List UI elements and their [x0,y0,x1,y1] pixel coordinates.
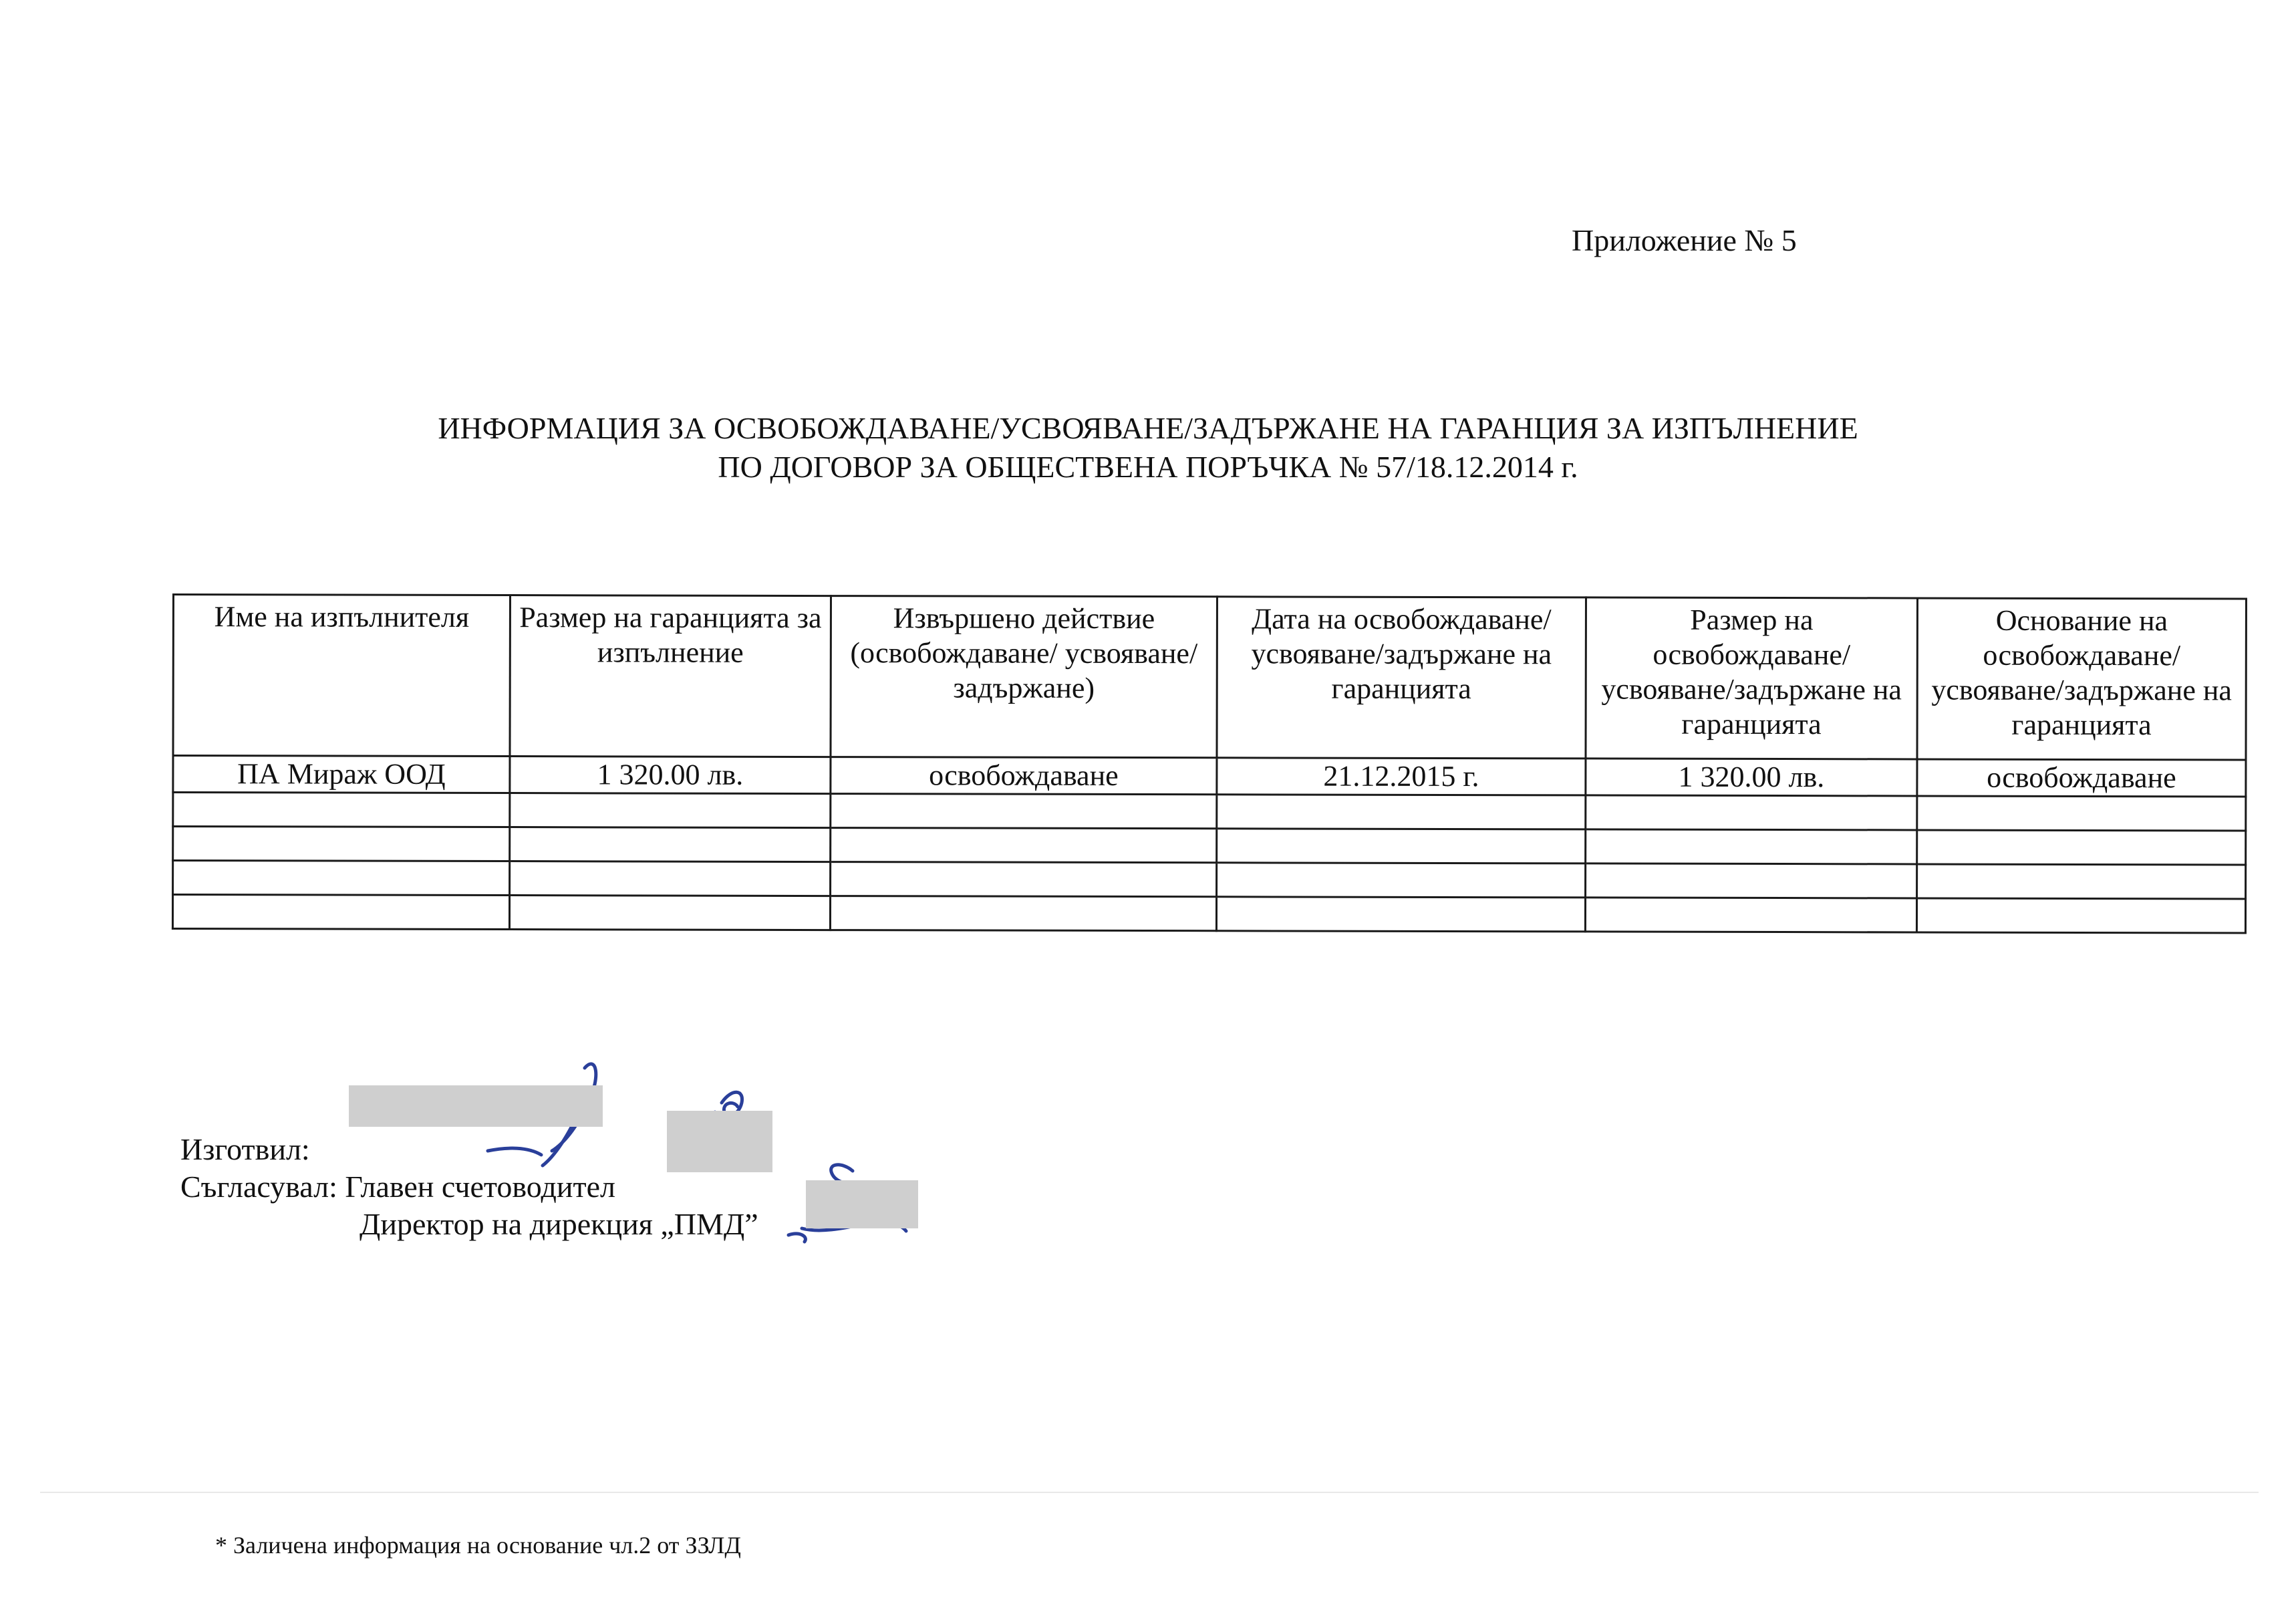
cell-action-amount: 1 320.00 лв. [1586,759,1917,796]
table-row-empty [173,861,2246,899]
empty-cell [1585,898,1916,932]
empty-cell [510,861,831,896]
table-row-empty [173,793,2246,831]
redacted-name-accountant [667,1111,772,1172]
agreed-by-label: Съгласувал: [180,1170,337,1204]
redacted-name-prepared [349,1085,603,1127]
empty-cell [1586,795,1917,830]
title-line-1: ИНФОРМАЦИЯ ЗА ОСВОБОЖДАВАНЕ/УСВОЯВАНЕ/ЗАДЪРЖАНЕ НА ГАРАНЦИЯ ЗА ИЗПЪЛНЕНИЕ [438,411,1858,445]
header-action-taken: Извършено действие (освобождаване/ усвояване/задържане) [831,596,1217,758]
empty-cell [831,862,1217,897]
redacted-name-director [806,1180,918,1228]
empty-cell [1217,829,1586,863]
empty-cell [830,896,1216,931]
empty-cell [173,827,510,861]
page-bottom-rule [40,1492,2259,1493]
empty-cell [1917,864,2246,899]
empty-cell [1586,829,1917,864]
empty-cell [173,861,510,896]
agreed-by-line [180,1168,758,1206]
empty-cell [1217,795,1586,829]
empty-cell [1917,796,2246,831]
annex-label: Приложение № 5 [1572,223,1797,257]
cell-contractor-name: ПА Мираж ООД [173,756,510,793]
empty-cell [173,793,510,827]
table-row [173,756,2246,797]
cell-action-date: 21.12.2015 г. [1217,758,1586,795]
director-role: Директор на дирекция „ПМД” [360,1207,758,1241]
empty-cell [509,896,830,930]
header-action-amount: Размер на освобождаване/ усвояване/задържане на гаранцията [1586,597,1918,759]
empty-cell [172,895,509,930]
empty-cell [831,794,1217,829]
header-contractor-name: Име на изпълнителя [173,595,511,757]
table-header-row [173,595,2246,760]
prepared-by-label: Изготвил: [180,1132,310,1166]
cell-action-taken: освобождаване [831,757,1217,795]
empty-cell [1916,898,2245,933]
header-action-date: Дата на освобождаване/ усвояване/задържане на гаранцията [1217,597,1586,759]
cell-guarantee-amount: 1 320.00 лв. [510,757,831,794]
table-row-empty [172,895,2245,933]
table-row-empty [173,827,2246,865]
empty-cell [1917,830,2246,865]
document-title [0,409,2296,487]
empty-cell [1586,863,1917,898]
footnote: * Заличена информация на основание чл.2 от ЗЗЛД [215,1532,741,1559]
chief-accountant-role: Главен счетоводител [345,1170,615,1204]
guarantee-table-wrapper [172,593,2245,934]
cell-action-basis: освобождаване [1917,759,2246,797]
header-action-basis: Основание на освобождаване/ усвояване/задържане на гаранцията [1917,598,2247,760]
empty-cell [1216,897,1585,932]
guarantee-table [172,593,2247,934]
empty-cell [1217,863,1586,898]
empty-cell [510,793,831,828]
header-guarantee-amount: Размер на гаранцията за изпълнение [510,595,831,757]
director-line [180,1206,758,1243]
empty-cell [831,828,1217,863]
title-line-2: ПО ДОГОВОР ЗА ОБЩЕСТВЕНА ПОРЪЧКА № 57/18.12.2014 г. [718,450,1578,484]
empty-cell [510,827,831,862]
